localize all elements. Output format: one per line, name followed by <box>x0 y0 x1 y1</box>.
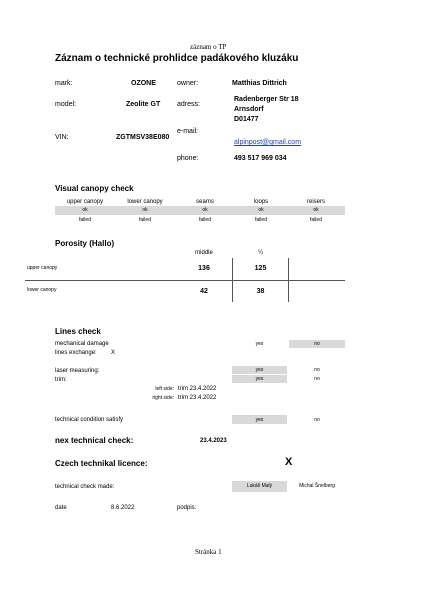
vin-value: ZGTMSV38E080 <box>116 134 170 141</box>
model-value: Zeolite GT <box>126 101 161 108</box>
left-side-label: left side: <box>155 386 174 392</box>
page-title: Záznam o technické prohlidce padákového kluzáku <box>55 53 299 64</box>
laser-yes: yes <box>255 367 264 373</box>
col-lower-canopy: lower canopy <box>127 199 163 205</box>
vin-label: VIN: <box>55 134 69 141</box>
check-made-label: technical check made: <box>55 484 115 490</box>
condition-no: no <box>314 417 320 423</box>
lines-exchange-label: lines exchange: <box>55 350 97 356</box>
licence-label: Czech technikal licence: <box>55 459 148 468</box>
address-line-3: D01477 <box>234 116 259 123</box>
failed-lower-canopy: failed <box>139 217 151 223</box>
col-reisers: reisers <box>306 199 325 205</box>
owner-value: Matthias Dittrich <box>232 80 287 87</box>
ok-upper-canopy: ok <box>82 207 88 213</box>
ok-seams: ok <box>202 207 208 213</box>
porosity-upper-quarter: 125 <box>254 265 267 272</box>
model-label: model: <box>55 101 77 108</box>
ok-loops: ok <box>258 207 264 213</box>
date-label: date <box>55 505 67 511</box>
address-line-1: Radenberger Str 18 <box>234 96 299 103</box>
porosity-row-divider <box>25 280 345 281</box>
porosity-lower-quarter: 38 <box>256 288 265 295</box>
ok-reisers: ok <box>313 207 319 213</box>
failed-loops: failed <box>255 217 267 223</box>
trim-no: no <box>314 376 320 382</box>
porosity-col-quarter: ¼ <box>257 250 263 256</box>
email-label: e-mail: <box>177 128 199 135</box>
address-label: adress: <box>177 101 200 108</box>
address-line-2: Arnsdorf <box>234 106 264 113</box>
trim-label: trim: <box>55 377 67 383</box>
laser-no: no <box>314 367 320 373</box>
lines-heading: Lines check <box>55 327 101 336</box>
mark-value: OZONE <box>131 80 156 87</box>
condition-label: technical condition satisfy <box>55 417 124 423</box>
col-upper-canopy: upper canopy <box>66 199 104 205</box>
licence-value: X <box>285 456 293 468</box>
failed-upper-canopy: failed <box>79 217 91 223</box>
mark-label: mark: <box>55 80 73 87</box>
ok-lower-canopy: ok <box>142 207 148 213</box>
lines-exchange-value: X <box>111 350 116 356</box>
failed-reisers: failed <box>310 217 322 223</box>
porosity-upper-label: upper canopy <box>27 265 58 271</box>
porosity-col-middle: middle <box>195 250 213 256</box>
right-side-value: trim 23.4.2022 <box>178 395 217 401</box>
col-seams: seams <box>196 199 214 205</box>
next-check-value: 23.4.2023 <box>200 438 227 444</box>
porosity-lower-label: lower canopy <box>27 287 57 293</box>
failed-seams: failed <box>199 217 211 223</box>
phone-label: phone: <box>177 155 199 162</box>
signature-label: podpis: <box>177 505 197 511</box>
left-side-value: trim 23.4.2022 <box>178 386 217 392</box>
owner-label: owner: <box>177 80 199 87</box>
right-side-label: right side: <box>152 395 174 401</box>
phone-value: 493 517 969 034 <box>234 155 287 162</box>
top-note: záznam o TP <box>190 43 227 51</box>
mech-damage-yes: yes <box>255 341 264 347</box>
laser-label: laser measuring: <box>55 368 100 374</box>
col-loops: loops <box>253 199 269 205</box>
date-value: 8.6.2022 <box>111 505 135 511</box>
condition-yes: yes <box>255 417 264 423</box>
mech-damage-label: mechanical damage <box>55 341 109 347</box>
visual-check-heading: Visual canopy check <box>55 184 134 193</box>
email-link[interactable]: alpinpost@gmail.com <box>234 139 302 146</box>
porosity-upper-middle: 136 <box>198 265 210 272</box>
check-made-person-2: Michal Šnelberg <box>299 483 335 489</box>
next-check-label: nex technical check: <box>55 436 134 445</box>
check-made-person-1: Lukáš Malý <box>246 483 273 489</box>
porosity-lower-middle: 42 <box>200 288 208 295</box>
trim-yes: yes <box>255 376 264 382</box>
page-number: Stránka 1 <box>195 548 222 556</box>
porosity-heading: Porosity (Hallo) <box>55 239 115 248</box>
mech-damage-no: no <box>314 341 320 347</box>
